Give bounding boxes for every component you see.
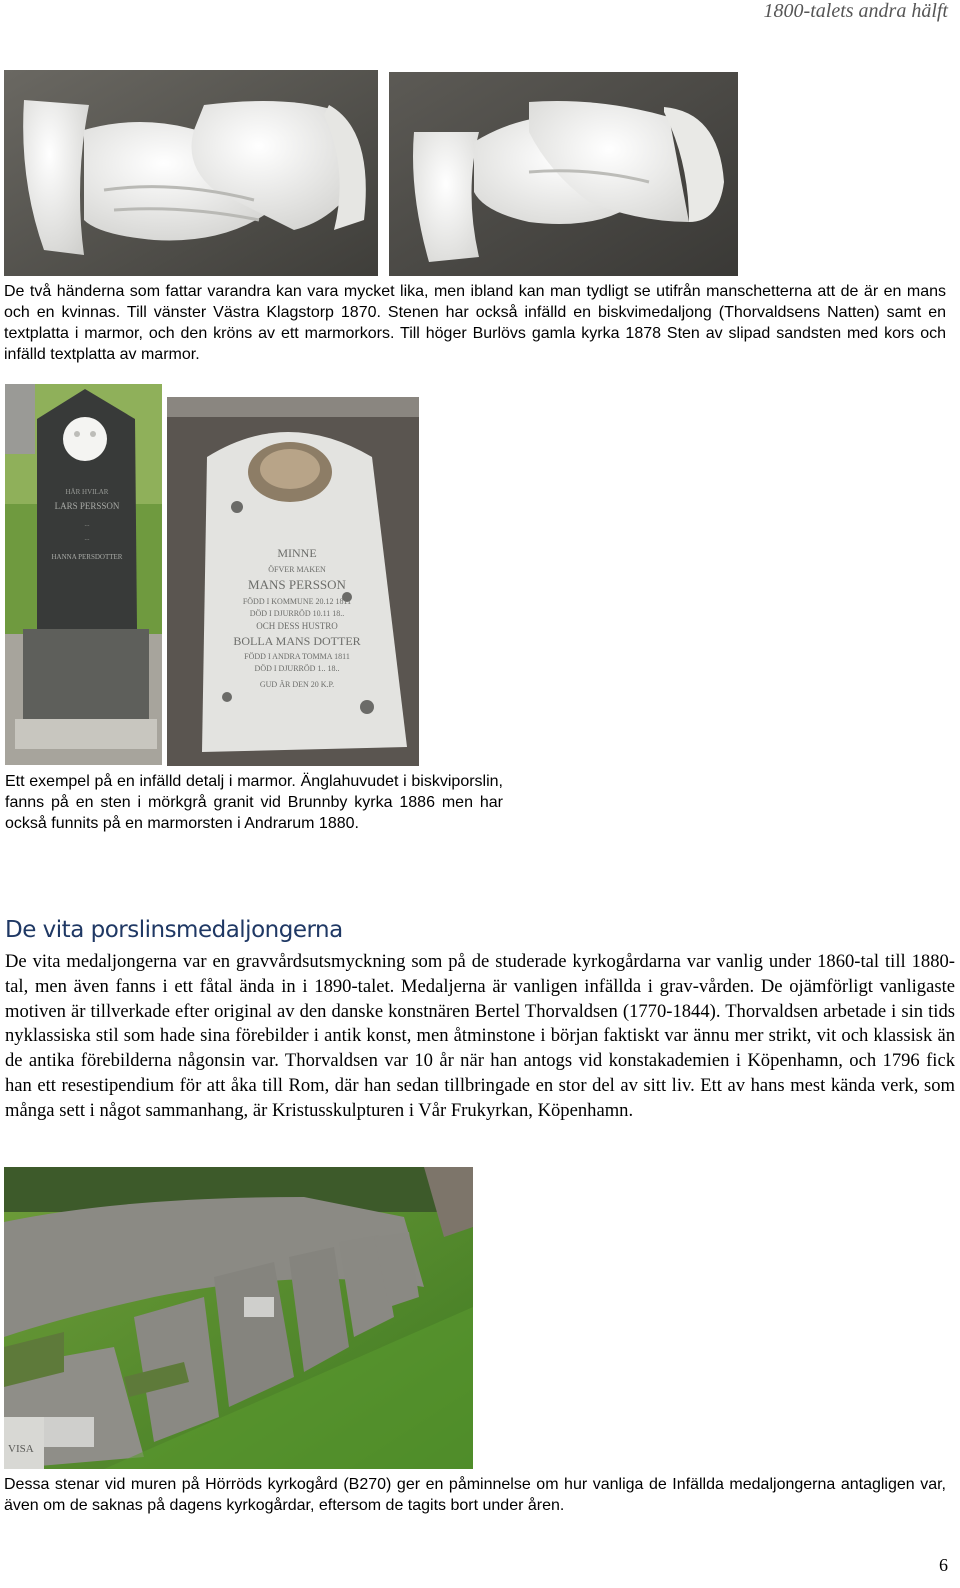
section-paragraph: De vita medaljongerna var en gravvårdsutsmyckning som på de studerade kyrkogårdarna var vanlig under 1860-tal till 1880-tal, men även fanns i ett fåtal ända in i 1890-talet. Medaljerna är vanligen infällda i grav-vården. De ojämförligt vanligaste motiven är tillverkade efter original av den danske konstnären Bertel Thorvaldsen (1770-1844). Thorvaldsen arbetade i sin tids nyklassiska stil som hade sina förebilder i antik konst, men åtminstone i början faktiskt var ännu mer strikt, vit och klassisk än de antika förebilderna någonsin var. Thorvaldsen var 10 år när han antogs vid konstakademien i Köpenhamn, och 1796 fick han ett resestipendium för att åka till Rom, där han sedan tillbringade en stor del av sitt liv. Ett av hans mest kända verk, som många sett i något sammanhang, är Kristusskulpturen i Vår Frukyrkan, Köpenhamn.	[5, 951, 955, 1121]
photo-marble-stone	[167, 397, 419, 766]
photo-hands-left	[4, 70, 378, 276]
figure2-caption	[5, 771, 503, 834]
stone-left-line-1: HÄR HVILAR	[65, 488, 109, 496]
stone-right-line-6: OCH DESS HUSTRO	[256, 621, 338, 631]
stone-right-line-10: GUD ÄR DEN 20 K.P.	[259, 680, 335, 689]
figure2-caption-text: Ett exempel på en infälld detalj i marmor. Änglahuvudet i biskviporslin, fanns på en sten i mörkgrå granit vid Brunnby kyrka 1886 men har också funnits på en marmorsten i Andrarum 1880.	[5, 773, 503, 832]
stone-left-line-5: HANNA PERSDOTTER	[51, 553, 123, 561]
stone-fragment-text: VISA	[8, 1443, 34, 1455]
photo-hörröd-stones	[4, 1167, 473, 1469]
stone-right-line-9: DÖD I DJURRÖD 1.. 18..	[254, 664, 340, 673]
figure1-caption	[4, 281, 946, 365]
stone-left-line-4: ...	[84, 534, 90, 542]
stone-left-line-2: LARS PERSSON	[54, 501, 120, 511]
stone-right-line-3: MANS PERSSON	[248, 577, 346, 592]
stone-right-line-5: DÖD I DJURRÖD 10.11 18..	[249, 609, 345, 618]
stone-right-line-2: ÖFVER MAKEN	[268, 565, 326, 574]
stone-left-line-3: ...	[84, 520, 90, 528]
photo-hands-right	[389, 72, 738, 276]
photo-granite-stone	[5, 384, 162, 765]
stone-right-line-4: FÖDD I KOMMUNE 20.12 1811	[242, 597, 352, 606]
stone-right-line-7: BOLLA MANS DOTTER	[233, 634, 361, 648]
section-heading: De vita porslinsmedaljongerna	[5, 917, 343, 943]
figure3-caption	[4, 1474, 946, 1516]
figure3-caption-text: Dessa stenar vid muren på Hörröds kyrkogård (B270) ger en påminnelse om hur vanliga de Infällda medaljongerna antagligen var, även om de saknas på dagens kyrkogårdar, eftersom de tagits bort under åren.	[4, 1476, 946, 1514]
stone-right-line-1: MINNE	[277, 546, 317, 560]
stone-right-line-8: FÖDD I ANDRA TOMMA 1811	[244, 652, 350, 661]
running-header: 1800-talets andra hälft	[763, 0, 948, 22]
page-number: 6	[939, 1555, 948, 1575]
figure1-caption-text: De två händerna som fattar varandra kan vara mycket lika, men ibland kan man tydligt se utifrån manschetterna att de är en mans och en kvinnas. Till vänster Västra Klagstorp 1870. Stenen har också infälld en biskvimedaljong (Thorvaldsens Natten) samt en textplatta i marmor, och den kröns av ett marmorkors. Till höger Burlövs gamla kyrka 1878 Sten av slipad sandsten med kors och infälld textplatta av marmor.	[4, 283, 946, 363]
